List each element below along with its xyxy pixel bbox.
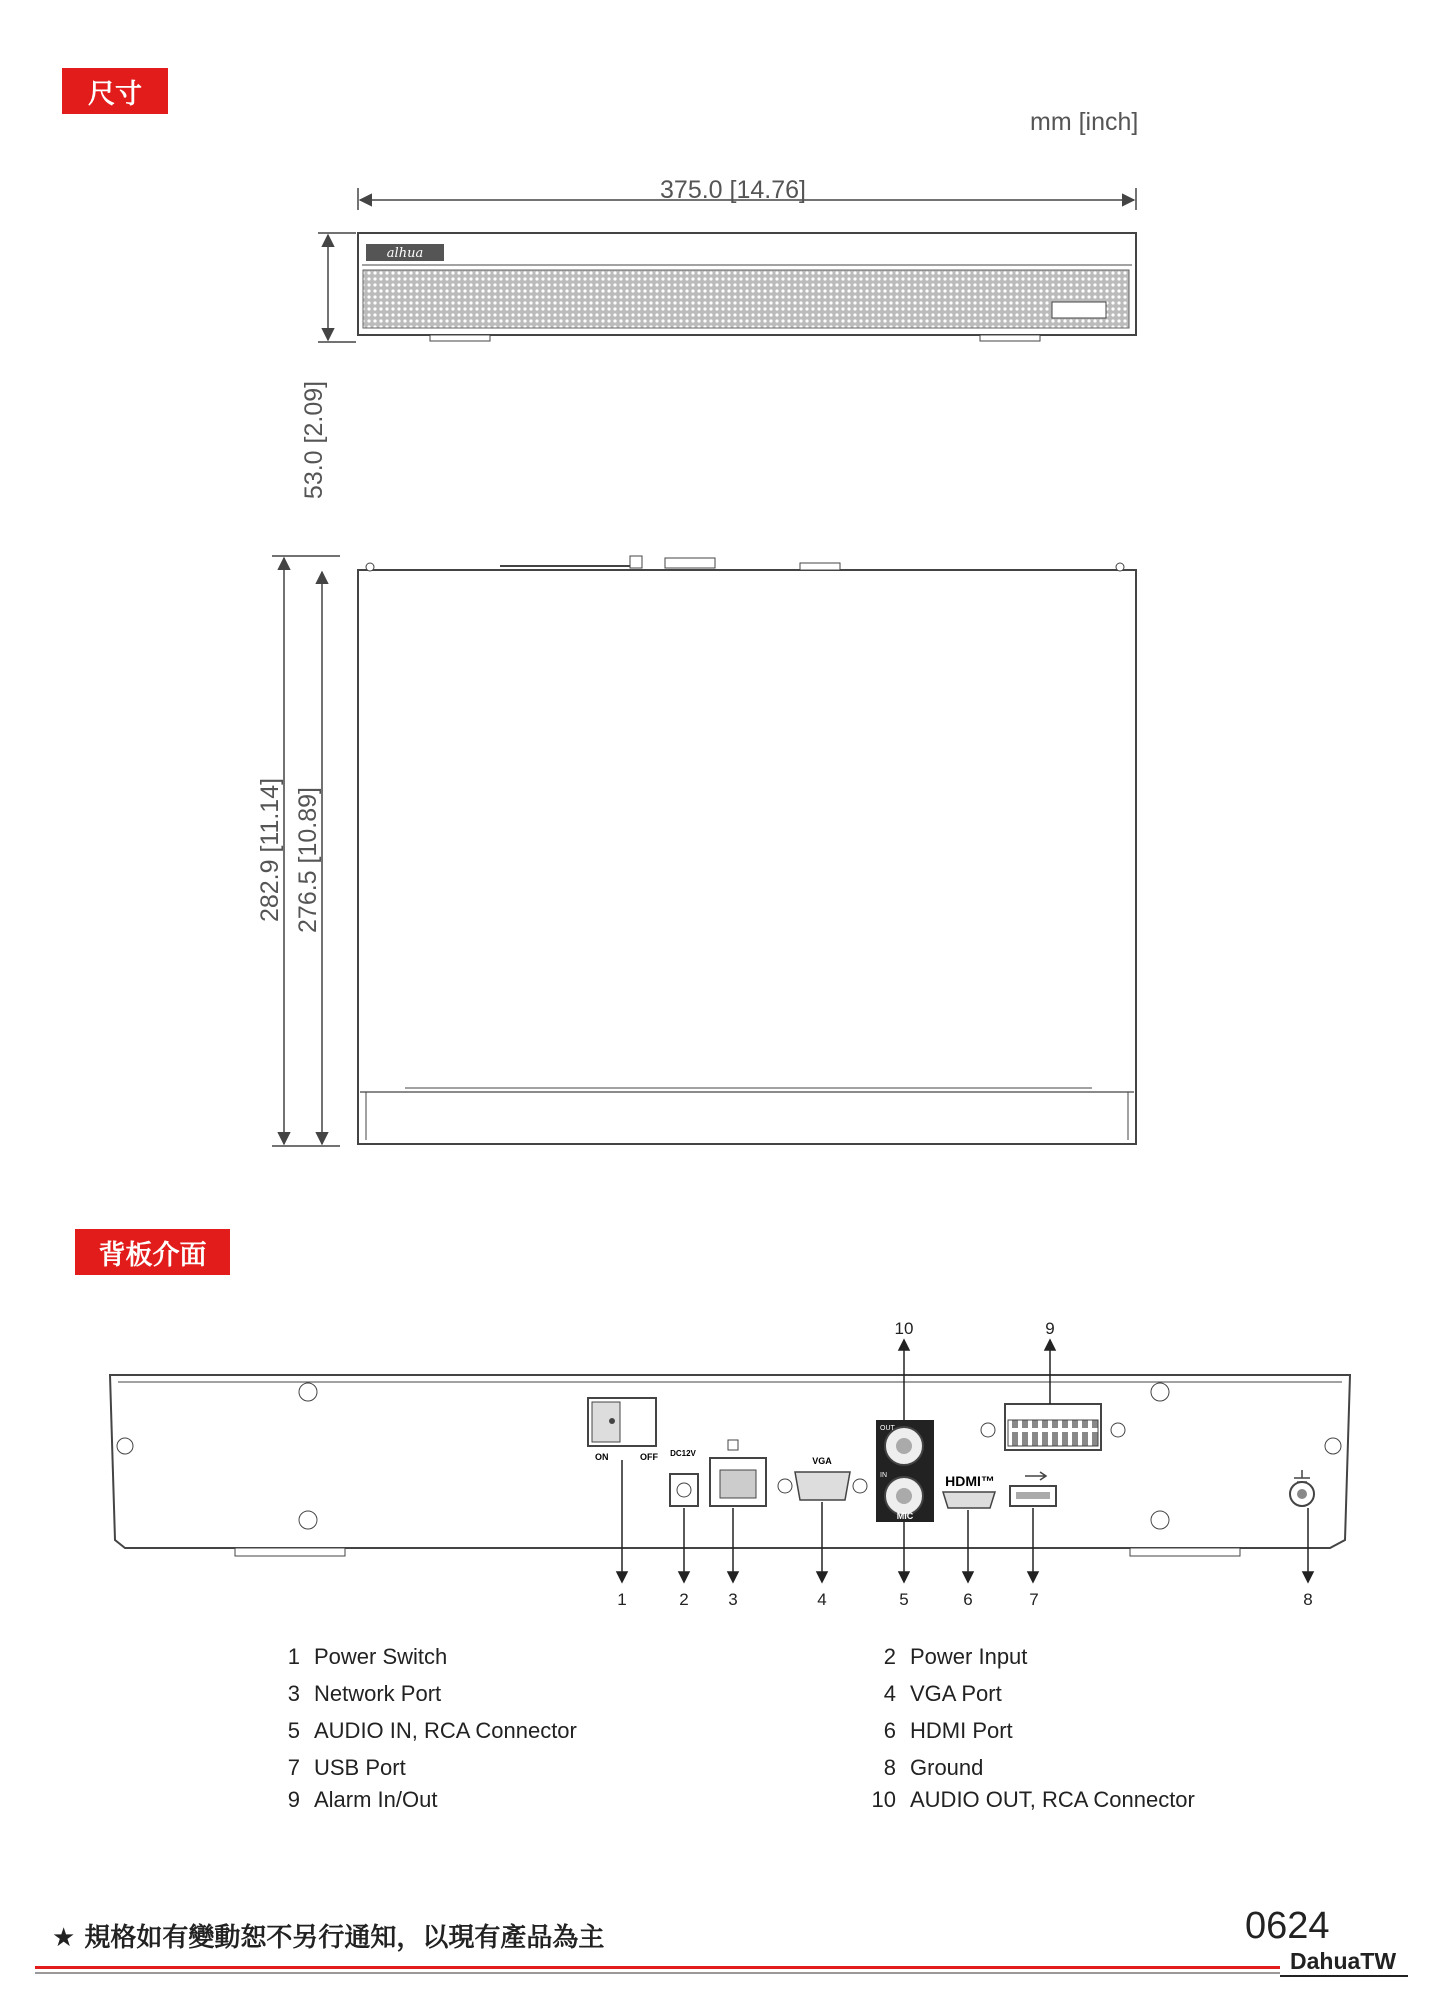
footer-red-rule — [35, 1966, 1280, 1969]
callout-1: 1 — [617, 1590, 627, 1609]
height-label: 53.0 [2.09] — [300, 380, 328, 500]
hdmi-label: HDMI™ — [945, 1473, 995, 1489]
legend-label: USB Port — [314, 1755, 406, 1780]
callout-3: 3 — [728, 1590, 738, 1609]
power-input-port — [670, 1449, 698, 1506]
width-label: 375.0 [14.76] — [660, 176, 806, 204]
front-brand-logo: alhua — [386, 246, 424, 261]
legend-label: Network Port — [314, 1681, 442, 1706]
legend-num: 9 — [287, 1787, 300, 1812]
legend-label: Alarm In/Out — [314, 1787, 438, 1812]
legend-item — [858, 1755, 983, 1781]
callout-2: 2 — [679, 1590, 689, 1609]
units-label: mm [inch] — [1030, 108, 1139, 136]
width-dimension — [358, 176, 1136, 210]
legend-label: AUDIO OUT, RCA Connector — [910, 1787, 1195, 1812]
callout-5: 5 — [899, 1590, 909, 1609]
callout-10: 10 — [894, 1319, 914, 1338]
legend-num: 5 — [287, 1718, 300, 1743]
footer-brand: DahuaTW — [1290, 1948, 1397, 1974]
legend-label: Power Input — [910, 1644, 1028, 1669]
switch-on-label: ON — [595, 1452, 609, 1462]
legend-item — [262, 1787, 437, 1813]
vga-label: VGA — [812, 1456, 832, 1466]
legend-item — [262, 1718, 577, 1744]
legend-label: Ground — [910, 1755, 984, 1780]
legend-label: VGA Port — [910, 1681, 1002, 1706]
audio-in-label: IN — [880, 1472, 887, 1479]
legend-num: 6 — [883, 1718, 896, 1743]
legend-num: 10 — [871, 1787, 896, 1812]
legend-label: Power Switch — [314, 1644, 448, 1669]
callout-7: 7 — [1029, 1590, 1039, 1609]
callout-4: 4 — [817, 1590, 827, 1609]
height-dimension — [300, 233, 356, 499]
audio-out-label: OUT — [880, 1425, 895, 1432]
footer-gray-rule — [35, 1972, 1280, 1974]
depth-total-label: 282.9 [11.14] — [256, 777, 284, 923]
rear-panel-section-title: 背板介面 — [75, 1229, 230, 1275]
legend-item — [858, 1644, 1027, 1670]
top-view — [358, 556, 1136, 1144]
document-code: 0624 — [1245, 1905, 1330, 1947]
legend-item — [262, 1644, 447, 1670]
footer-dark-rule — [1280, 1975, 1408, 1977]
legend-item — [262, 1755, 406, 1781]
legend-num: 8 — [883, 1755, 896, 1780]
legend-label: HDMI Port — [910, 1718, 1013, 1743]
footer-disclaimer: ★ 規格如有變動恕不另行通知，以現有產品為主 — [52, 1923, 605, 1953]
legend-item — [858, 1787, 1195, 1813]
legend-label: AUDIO IN, RCA Connector — [314, 1718, 577, 1743]
depth-body-label: 276.5 [10.89] — [294, 787, 322, 933]
legend-num: 4 — [883, 1681, 896, 1706]
legend-num: 2 — [883, 1644, 896, 1669]
callout-9: 9 — [1045, 1319, 1055, 1338]
dimensions-section-title: 尺寸 — [62, 68, 168, 114]
depth-dimension — [256, 556, 340, 1146]
switch-off-label: OFF — [640, 1452, 658, 1462]
legend-item — [858, 1681, 1002, 1707]
callout-6: 6 — [963, 1590, 973, 1609]
front-view — [358, 233, 1136, 341]
audio-rca-block — [876, 1420, 934, 1522]
legend-num: 3 — [287, 1681, 300, 1706]
callout-8: 8 — [1303, 1590, 1313, 1609]
legend-num: 1 — [287, 1644, 300, 1669]
dc-label: DC12V — [670, 1449, 696, 1458]
rear-panel-drawing — [0, 1300, 1440, 1760]
legend-item — [262, 1681, 441, 1707]
legend-num: 7 — [287, 1755, 300, 1780]
legend-item — [858, 1718, 1013, 1744]
mic-label: MIC — [896, 1511, 914, 1521]
